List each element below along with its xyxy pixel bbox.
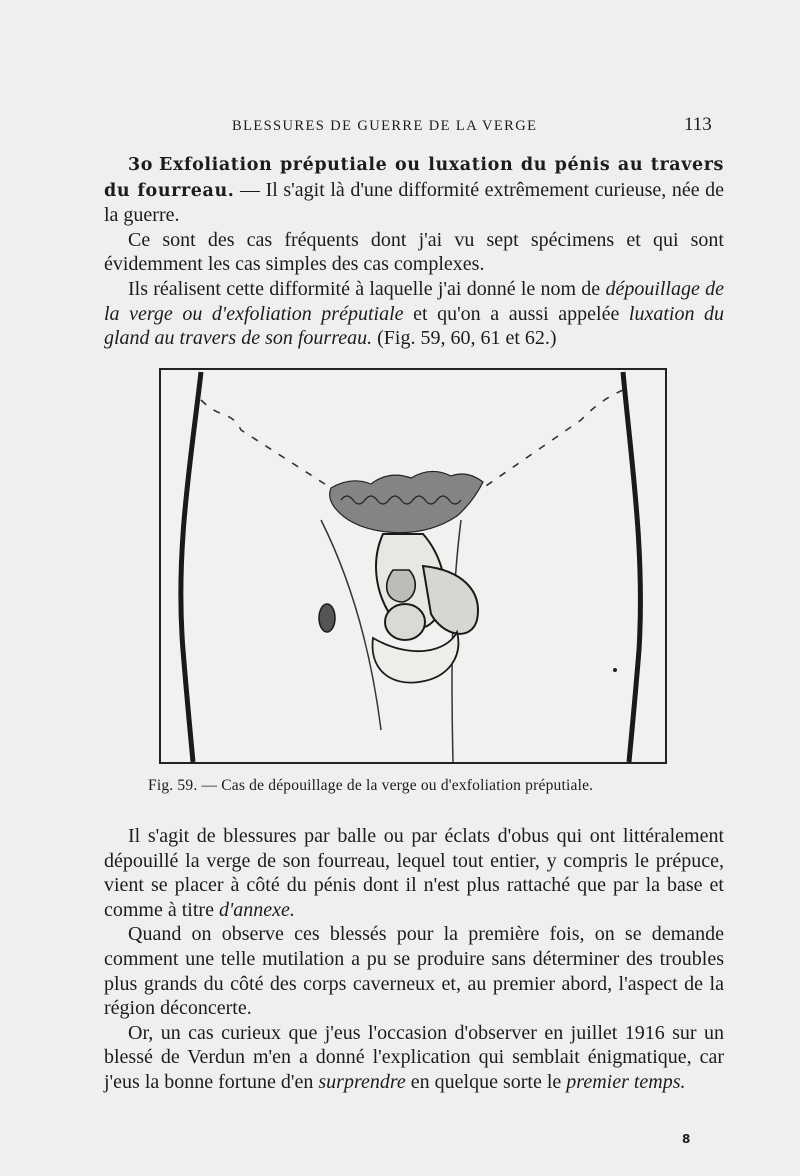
italic-term: luxation du gland au travers de son fourreau. [104,302,725,350]
running-title: BLESSURES DE GUERRE DE LA VERGE [232,118,538,134]
left-groin-dash [201,400,331,488]
glans [385,604,425,640]
scrotum [373,632,459,683]
entry-wound [319,604,335,632]
italic-term: dépouillage de la verge ou d'exfoliation préputiale [104,277,724,325]
figure-59 [159,368,667,764]
paragraph-text: Il s'agit de blessures par balle ou par éclats d'obus qui ont littéralement dépouillé la verge de son fourreau, lequel tout entier, y compris le prépuce, vient se placer à côté du pénis dont il n'est plus rattaché que par la base et comme à titre [104,825,724,921]
italic-term: d'annexe. [218,898,295,921]
signature-mark: 8 [682,1132,691,1146]
section-paragraph [104,152,724,228]
section-intro: — Il s'agit là d'une difformité extrêmement curieuse, née de la guerre. [104,178,725,227]
top-text [104,152,724,351]
left-thigh-line [181,372,201,762]
italic-term: premier temps. [566,1070,686,1093]
paragraph-text: Quand on observe ces blessés pour la première fois, on se demande comment une telle mutilation a pu se produire sans déterminer des troubles plus grands du côté des corps caverneux et, au premier abord, l'aspect de la région déconcerte. [104,923,724,1020]
paragraph-text: Ils réalisent cette difformité à laquelle j'ai donné le nom de [128,277,606,300]
section-title: Exfoliation préputiale ou luxation du pénis au travers du fourreau. [104,155,724,201]
paragraph-text: et qu'on a aussi appelée [403,302,629,325]
paragraph [104,824,724,922]
figure-caption: Fig. 59. — Cas de dépouillage de la verge ou d'exfoliation préputiale. [148,777,594,794]
paragraph-text: Or, un cas curieux que j'eus l'occasion d'observer en juillet 1916 sur un blessé de Verdun m'en a donné l'explication qui semblait énigmatique, car j'eus la bonne fortune d'en [104,1021,724,1093]
paragraph-text: Ce sont des cas fréquents dont j'ai vu sept spécimens et qui sont évidemment les cas simples des cas complexes. [104,228,724,276]
bottom-text [104,824,724,1095]
paragraph [104,922,724,1020]
paragraph [104,1021,724,1095]
figure-reference: (Fig. 59, 60, 61 et 62.) [372,327,557,350]
anatomical-illustration [161,370,665,762]
paragraph-text: en quelque sorte le [405,1070,567,1093]
page-number: 113 [684,114,712,135]
dot-mark [613,668,617,672]
right-groin-dash [483,390,623,488]
italic-term: surprendre [318,1070,406,1093]
section-number: 3o [128,155,154,175]
paragraph [104,228,724,277]
right-thigh-line [623,372,640,762]
sheath-tip [387,570,416,602]
paragraph [104,277,724,351]
